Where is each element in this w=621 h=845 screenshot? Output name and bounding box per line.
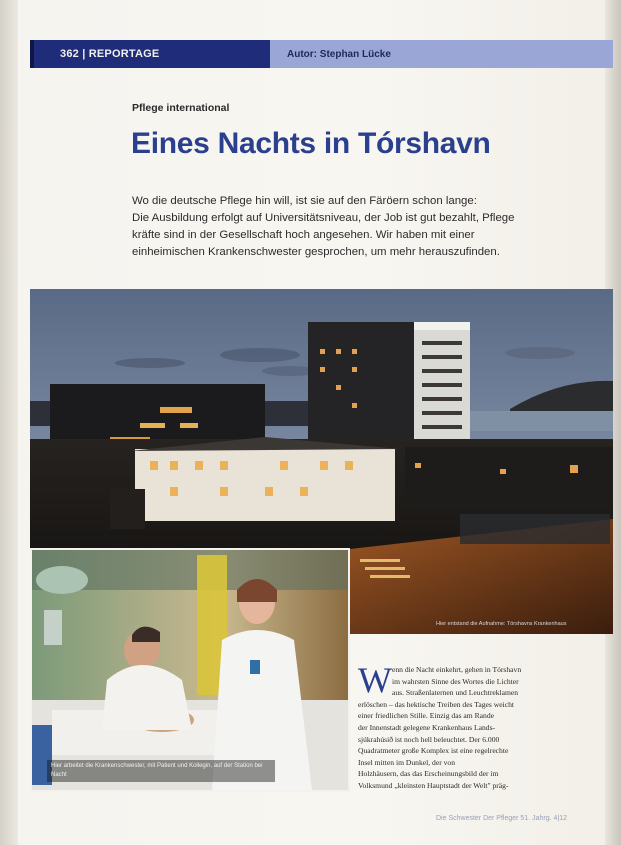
body-line: Volksmund „kleinsten Hauptstadt der Welt" präg- bbox=[358, 780, 509, 790]
body-line: sjúkrahúsið ist noch hell beleuchtet. Der 6.000 bbox=[358, 734, 500, 744]
body-line: Quadratmeter große Komplex ist eine regelrechte bbox=[358, 746, 509, 756]
body-line: erlöschen – das hektische Treiben des Tages weicht bbox=[358, 699, 515, 709]
article-kicker: Pflege international bbox=[132, 102, 230, 114]
drop-cap: W bbox=[358, 660, 392, 700]
article-body bbox=[358, 660, 576, 792]
lead-line: Wo die deutsche Pflege hin will, ist sie auf den Färöern schon lange: bbox=[132, 195, 477, 207]
header-accent bbox=[30, 40, 34, 68]
section-label: 362 | REPORTAGE bbox=[60, 48, 160, 60]
section-label-block bbox=[30, 40, 270, 68]
hero-photo-caption: Hier entstand die Aufnahme: Tórshavns Krankenhaus bbox=[436, 621, 567, 627]
body-line: im wahrsten Sinne des Wortes die Lichter bbox=[392, 676, 519, 686]
article-title: Eines Nachts in Tórshavn bbox=[131, 127, 491, 160]
page-footer: Die Schwester Der Pfleger 51. Jahrg. 4|12 bbox=[436, 815, 567, 822]
inset-photo-caption: Hier arbeitet die Krankenschwester, mit Patient und Kollegin, auf der Station bei Nacht bbox=[47, 760, 275, 782]
lead-line: Die Ausbildung erfolgt auf Universitätsniveau, der Job ist gut bezahlt, Pflege bbox=[132, 212, 515, 224]
body-line: aus. Straßenlaternen und Leuchtreklamen bbox=[392, 688, 519, 698]
author-label: Autor: Stephan Lücke bbox=[287, 48, 391, 60]
author-label-block bbox=[270, 40, 613, 68]
body-line: Insel mitten im Dunkel, der von bbox=[358, 757, 456, 767]
page-spine bbox=[0, 0, 18, 845]
body-line: enn die Nacht einkehrt, gehen in Tórshavn bbox=[392, 665, 522, 674]
body-line: einer friedlichen Stille. Einzig das am Rande bbox=[358, 711, 495, 721]
lead-line: kräfte sind in der Gesellschaft hoch angesehen. Wir haben mit einer bbox=[132, 229, 475, 241]
inset-photo-nurse bbox=[30, 548, 350, 792]
body-line: der Innenstadt gelegene Krankenhaus Lands- bbox=[358, 722, 496, 732]
article-lead bbox=[132, 193, 572, 261]
page-header-bar bbox=[30, 40, 613, 68]
body-line: Holzhäusern, das das Erscheinungsbild der im bbox=[358, 769, 499, 779]
lead-line: einheimischen Krankenschwester gesprochen, um mehr herauszufinden. bbox=[132, 246, 500, 258]
